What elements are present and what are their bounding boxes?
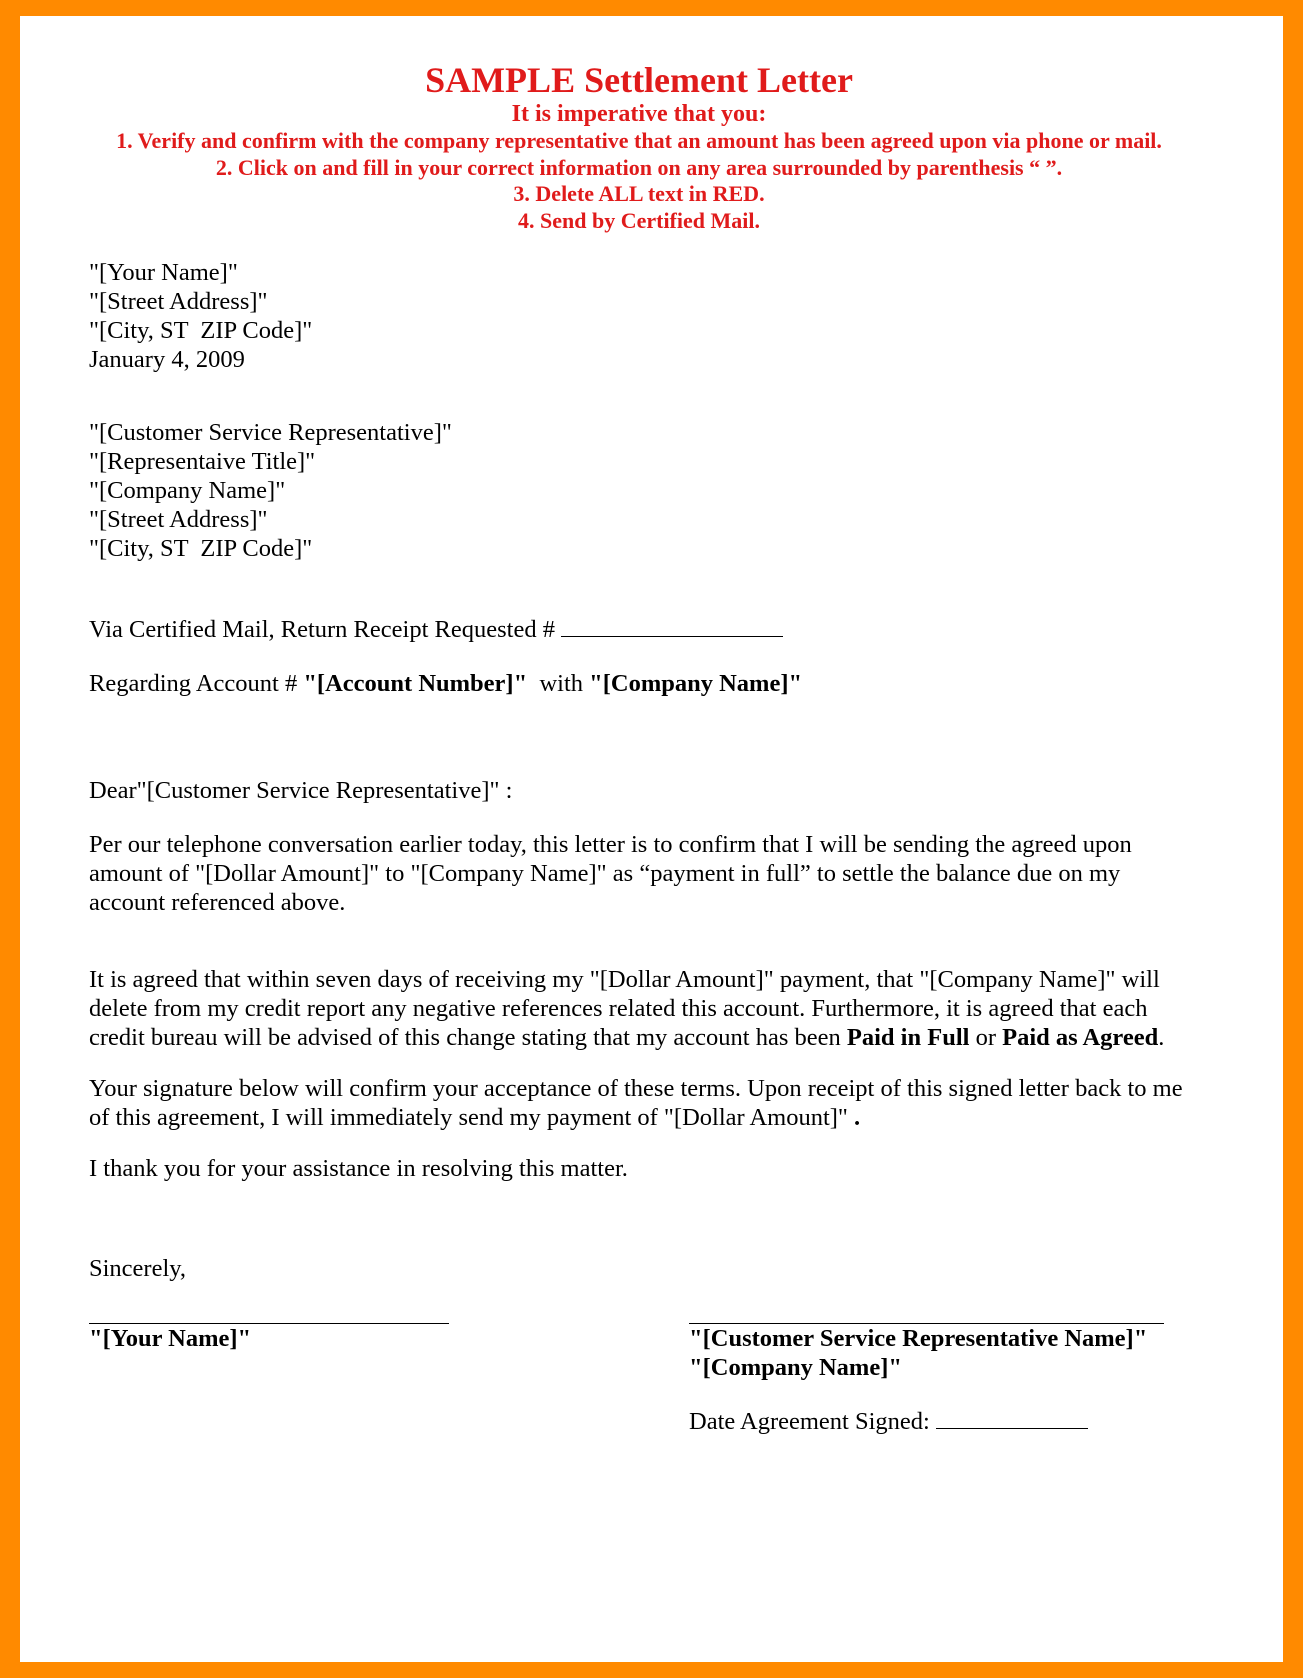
instructions-header	[89, 60, 1189, 234]
regarding-line	[89, 669, 1239, 698]
sender-city[interactable]: "[City, ST ZIP Code]"	[89, 317, 313, 344]
letter-content	[89, 60, 1239, 1447]
instruction-step-3: 3. Delete ALL text in RED.	[513, 181, 765, 206]
letter-date: January 4, 2009	[89, 346, 245, 373]
paragraph-1	[89, 830, 1239, 917]
regarding-prefix: Regarding Account #	[89, 670, 304, 697]
sender-signature-name[interactable]: "[Your Name]"	[89, 1325, 252, 1352]
receipt-number-blank[interactable]	[561, 614, 783, 637]
account-number-field[interactable]: "[Account Number]"	[303, 670, 528, 697]
document-page	[20, 16, 1283, 1662]
sender-street[interactable]: "[Street Address]"	[89, 288, 268, 315]
sender-name[interactable]: "[Your Name]"	[89, 259, 238, 286]
para3-line2-a: of this agreement, I will immediately send my payment of "[Dollar Amount]"	[89, 1104, 855, 1131]
signature-area	[89, 1297, 1239, 1447]
instruction-step-4: 4. Send by Certified Mail.	[518, 207, 760, 233]
recipient-street[interactable]: "[Street Address]"	[89, 506, 268, 533]
closing-text: Sincerely,	[89, 1255, 187, 1282]
rep-signature-name[interactable]: "[Customer Service Representative Name]"	[689, 1325, 1148, 1352]
sender-signature-block	[89, 1297, 449, 1353]
para4-text: I thank you for your assistance in resolving this matter.	[89, 1155, 628, 1182]
sender-address	[89, 258, 1239, 374]
sender-signature-line[interactable]	[89, 1297, 449, 1324]
para3-line2-b: .	[854, 1104, 861, 1131]
closing	[89, 1254, 1239, 1283]
paid-as-agreed: Paid as Agreed	[1002, 1024, 1159, 1051]
instruction-step-1: 1. Verify and confirm with the company representative that an amount has been agreed upon via phone or mail.	[116, 128, 1162, 153]
paragraph-4	[89, 1154, 1239, 1183]
para1-line1: Per our telephone conversation earlier today, this letter is to confirm that I will be sending the agreed upon	[89, 831, 1132, 858]
para2-line3-e: .	[1158, 1024, 1165, 1051]
instructions-subtitle: It is imperative that you:	[511, 101, 767, 127]
para3-line1: Your signature below will confirm your acceptance of these terms. Upon receipt of this signed letter back to me	[89, 1075, 1183, 1102]
para2-line3-c: or	[969, 1024, 1003, 1051]
via-line	[89, 614, 1239, 644]
salutation	[89, 776, 1239, 805]
salutation-text: Dear"[Customer Service Representative]" :	[89, 777, 513, 804]
para2-line3	[89, 1023, 1239, 1052]
date-signed-line	[689, 1406, 1189, 1436]
rep-signature-block	[689, 1297, 1189, 1436]
regarding-mid: with	[527, 670, 590, 697]
rep-signature-line[interactable]	[689, 1297, 1164, 1324]
recipient-company[interactable]: "[Company Name]"	[89, 477, 286, 504]
para2-line2: delete from my credit report any negative references related this account. Furthermore, it is agreed that each	[89, 995, 1148, 1022]
page-title: SAMPLE Settlement Letter	[425, 60, 853, 100]
regarding-company-field[interactable]: "[Company Name]"	[589, 670, 803, 697]
paragraph-2	[89, 965, 1239, 1052]
date-signed-blank[interactable]	[936, 1406, 1088, 1429]
via-text: Via Certified Mail, Return Receipt Requested #	[89, 616, 562, 643]
para3-line2	[89, 1103, 1239, 1132]
para2-line1: It is agreed that within seven days of receiving my "[Dollar Amount]" payment, that "[Company Name]" will	[89, 966, 1160, 993]
recipient-city[interactable]: "[City, ST ZIP Code]"	[89, 535, 313, 562]
paragraph-3	[89, 1074, 1239, 1132]
para1-line2: amount of "[Dollar Amount]" to "[Company Name]" as “payment in full” to settle the balance due on my	[89, 860, 1121, 887]
para1-line3: account referenced above.	[89, 889, 346, 916]
para2-line3-a: credit bureau will be advised of this change stating that my account has been	[89, 1024, 847, 1051]
instruction-step-2: 2. Click on and fill in your correct information on any area surrounded by parenthesis “ ”.	[215, 154, 1063, 180]
rep-signature-company[interactable]: "[Company Name]"	[689, 1354, 902, 1381]
recipient-address	[89, 418, 1239, 563]
paid-in-full: Paid in Full	[846, 1024, 970, 1051]
date-signed-label: Date Agreement Signed:	[689, 1408, 936, 1435]
recipient-rep[interactable]: "[Customer Service Representative]"	[89, 419, 452, 446]
recipient-title[interactable]: "[Representaive Title]"	[89, 448, 316, 475]
